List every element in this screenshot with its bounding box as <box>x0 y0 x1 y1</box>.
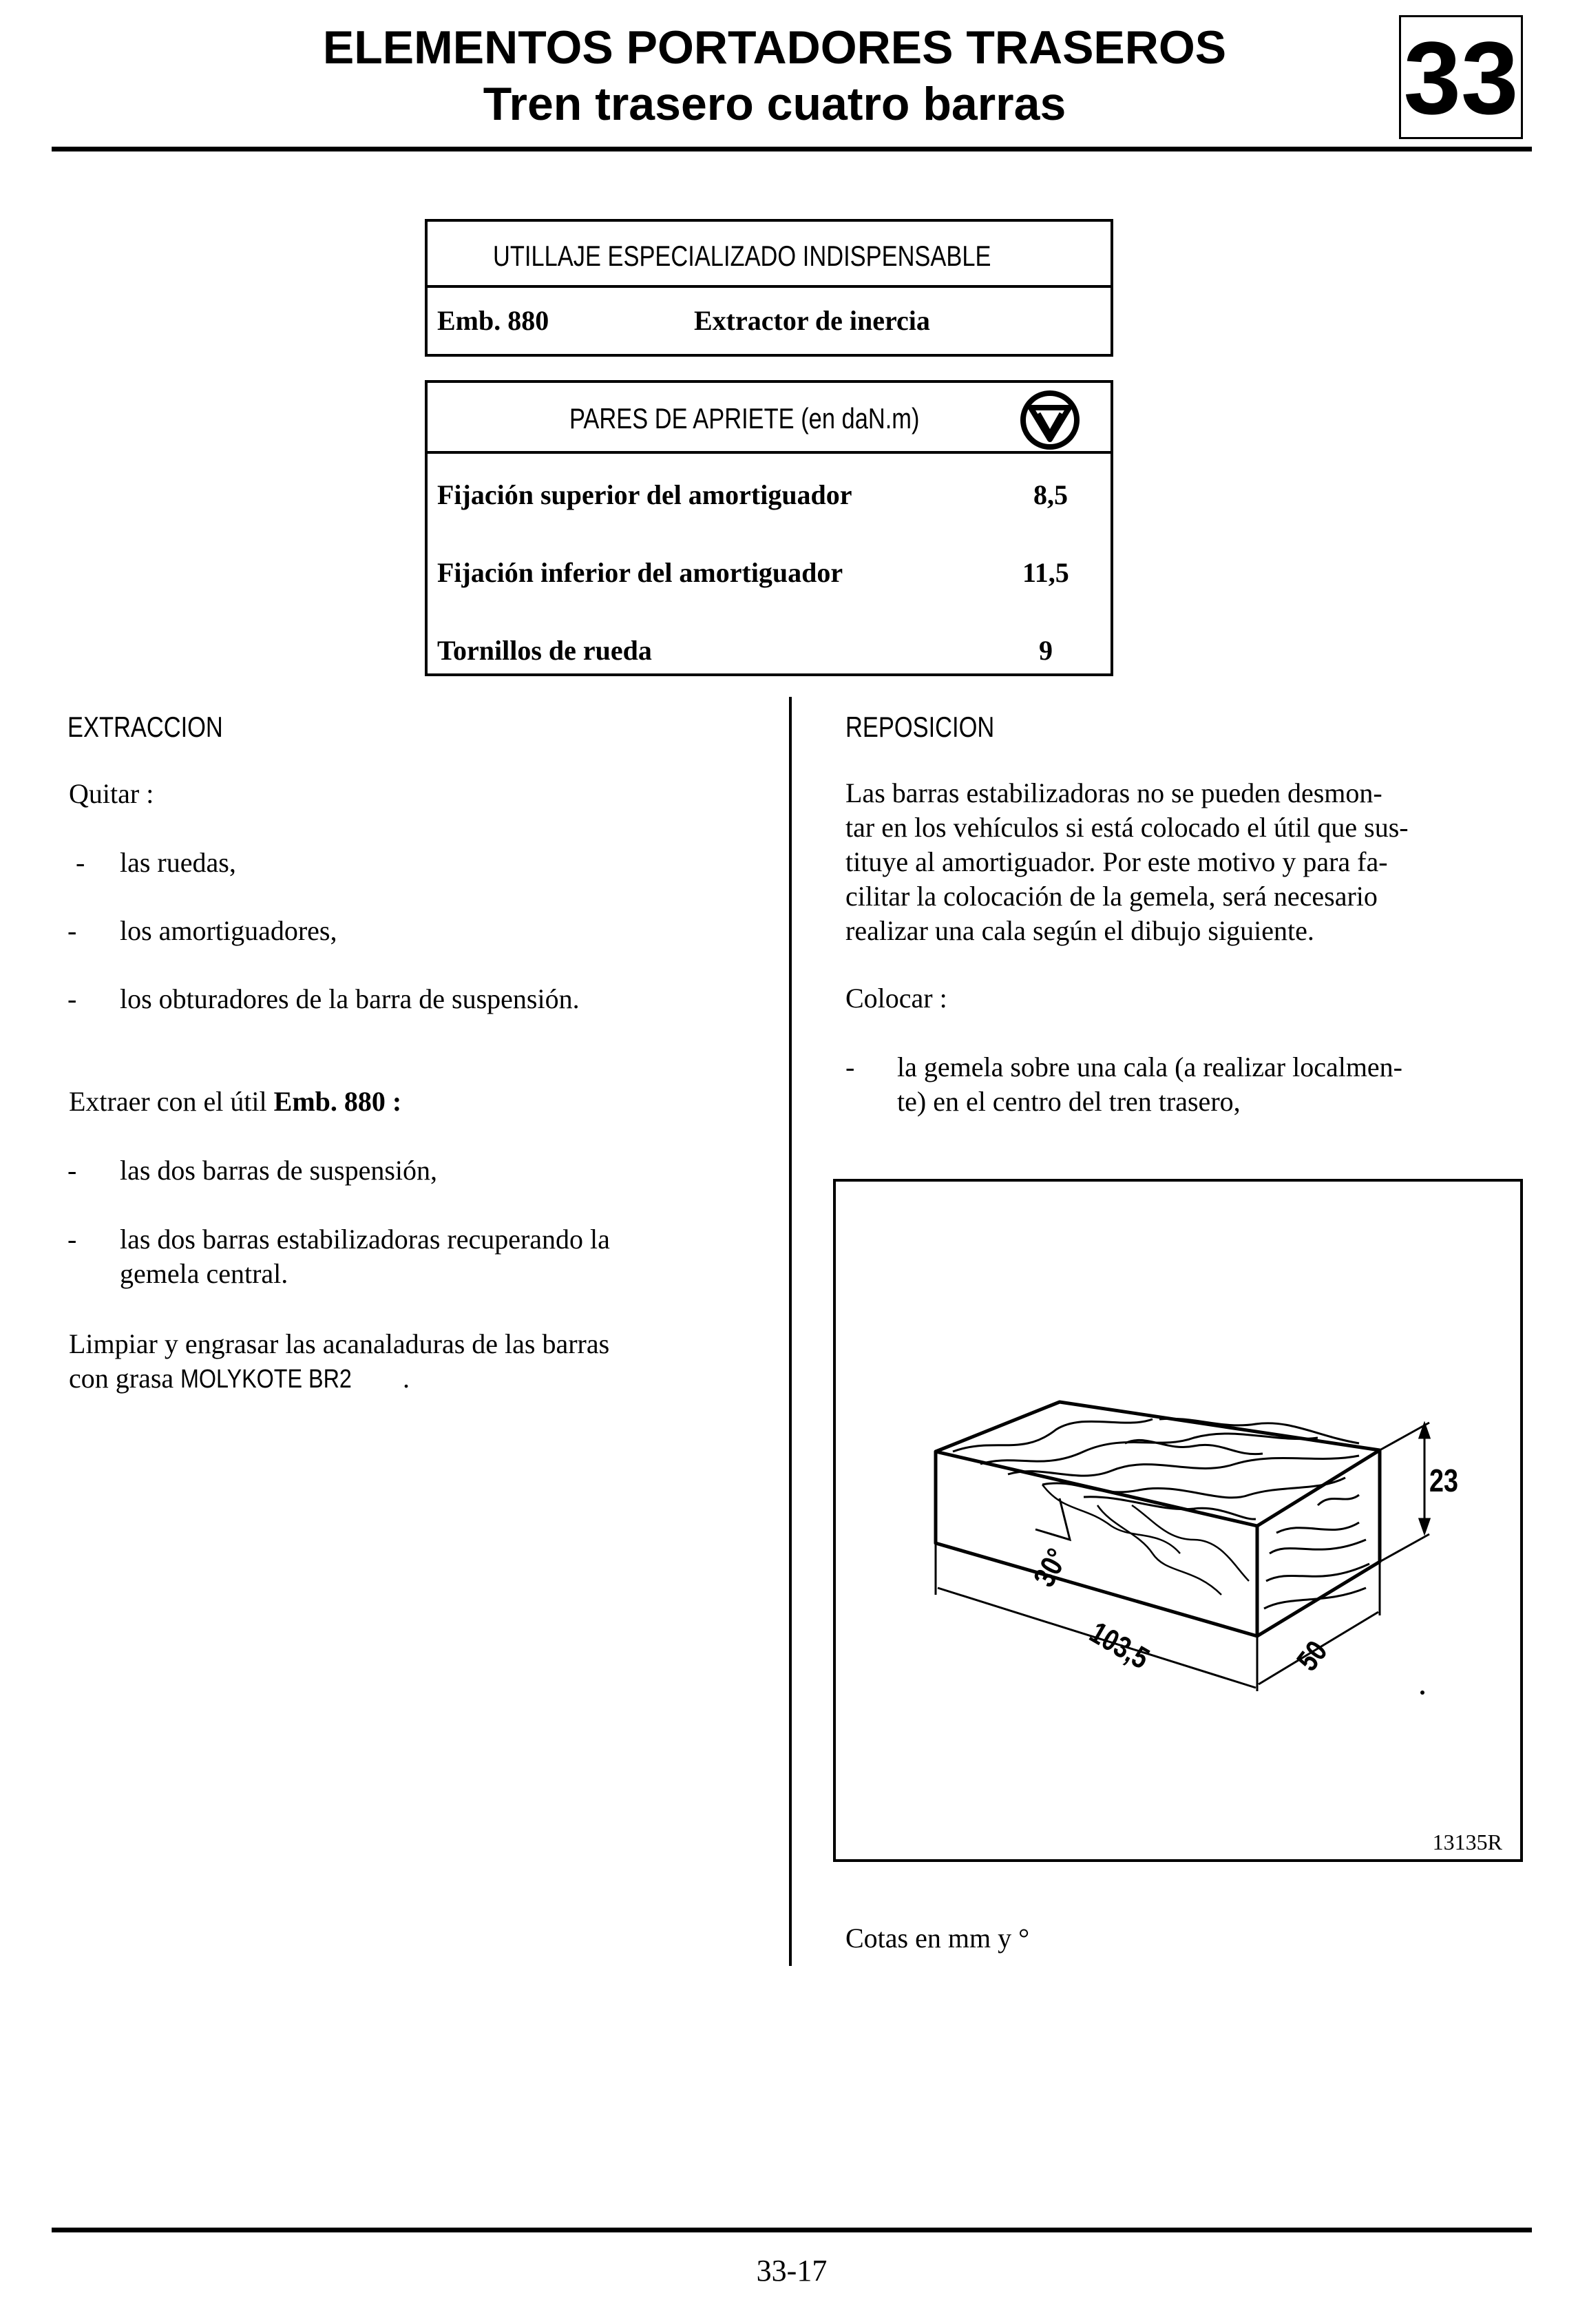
paragraph-line: Las barras estabilizadoras no se pueden desmon- <box>845 777 1382 808</box>
torque-row <box>428 612 1111 679</box>
list-item: las dos barras estabilizadoras recuperando la <box>120 1224 610 1255</box>
torque-row <box>428 454 1111 533</box>
list-item: los amortiguadores, <box>120 915 337 946</box>
paragraph-line: cilitar la colocación de la gemela, será necesario <box>845 881 1378 912</box>
dimension-length: 103,5 <box>1084 1615 1155 1676</box>
clean-line-1: Limpiar y engrasar las acanaladuras de las barras <box>69 1328 610 1359</box>
dimension-angle: 30° <box>1027 1543 1075 1593</box>
tool-code: Emb. 880 <box>437 305 549 336</box>
paragraph-line: realizar una cala según el dibujo siguiente. <box>845 915 1314 946</box>
list-item: las dos barras de suspensión, <box>120 1155 438 1186</box>
torque-value: 11,5 <box>1022 557 1069 588</box>
torque-label: Tornillos de rueda <box>437 635 652 666</box>
grease-name: MOLYKOTE BR2 <box>180 1365 353 1394</box>
extraction-heading: EXTRACCION <box>67 711 223 743</box>
list-item: los obturadores de la barra de suspensión. <box>120 983 580 1014</box>
header-rule <box>52 147 1532 151</box>
chapter-number-box: 33 <box>1399 15 1523 139</box>
wood-block-drawing <box>836 1182 1520 1859</box>
page-number: 33-17 <box>756 2254 828 2288</box>
list-dash: - <box>67 915 77 946</box>
list-dash: - <box>76 847 85 878</box>
tool-reference: Emb. 880 : <box>273 1086 402 1117</box>
torque-label: Fijación inferior del amortiguador <box>437 557 843 588</box>
paragraph-line: tituye al amortiguador. Por este motivo y para fa- <box>845 846 1388 877</box>
torque-value: 9 <box>1039 635 1053 666</box>
torque-heading: PARES DE APRIETE (en daN.m) <box>569 402 920 435</box>
place-intro: Colocar : <box>845 983 947 1014</box>
remove-intro: Quitar : <box>69 778 154 809</box>
list-dash: - <box>67 983 77 1014</box>
clean-line-2: con grasa MOLYKOTE BR2 . <box>69 1361 410 1396</box>
torque-wrench-icon <box>1020 390 1080 450</box>
torque-table <box>425 380 1113 676</box>
list-item: las ruedas, <box>120 847 236 878</box>
list-item-continued: gemela central. <box>120 1258 288 1289</box>
units-note: Cotas en mm y ° <box>845 1923 1030 1954</box>
dimension-height: 23 <box>1429 1463 1458 1498</box>
torque-label: Fijación superior del amortiguador <box>437 479 852 510</box>
list-dash: - <box>845 1051 855 1082</box>
dimension-width: 50 <box>1290 1634 1334 1677</box>
torque-value: 8,5 <box>1033 479 1068 510</box>
page-subtitle: Tren trasero cuatro barras <box>483 78 1066 130</box>
paragraph-line: tar en los vehículos si está colocado el útil que sus- <box>845 812 1409 843</box>
list-item: la gemela sobre una cala (a realizar localmen- <box>897 1051 1403 1082</box>
list-dash: - <box>67 1155 77 1186</box>
tool-name: Extractor de inercia <box>694 305 930 336</box>
figure-frame <box>833 1179 1523 1862</box>
page-title: ELEMENTOS PORTADORES TRASEROS <box>322 21 1227 74</box>
torque-row <box>428 533 1111 612</box>
figure-id: 13135R <box>1432 1830 1502 1854</box>
footer-rule <box>52 2228 1532 2232</box>
list-item-continued: te) en el centro del tren trasero, <box>897 1086 1241 1117</box>
column-divider <box>789 697 792 1966</box>
extract-intro: Extraer con el útil Emb. 880 : <box>69 1086 402 1117</box>
tooling-heading: UTILLAJE ESPECIALIZADO INDISPENSABLE <box>493 240 991 272</box>
replacement-heading: REPOSICION <box>845 711 995 743</box>
tooling-table <box>425 219 1113 357</box>
list-dash: - <box>67 1224 77 1255</box>
